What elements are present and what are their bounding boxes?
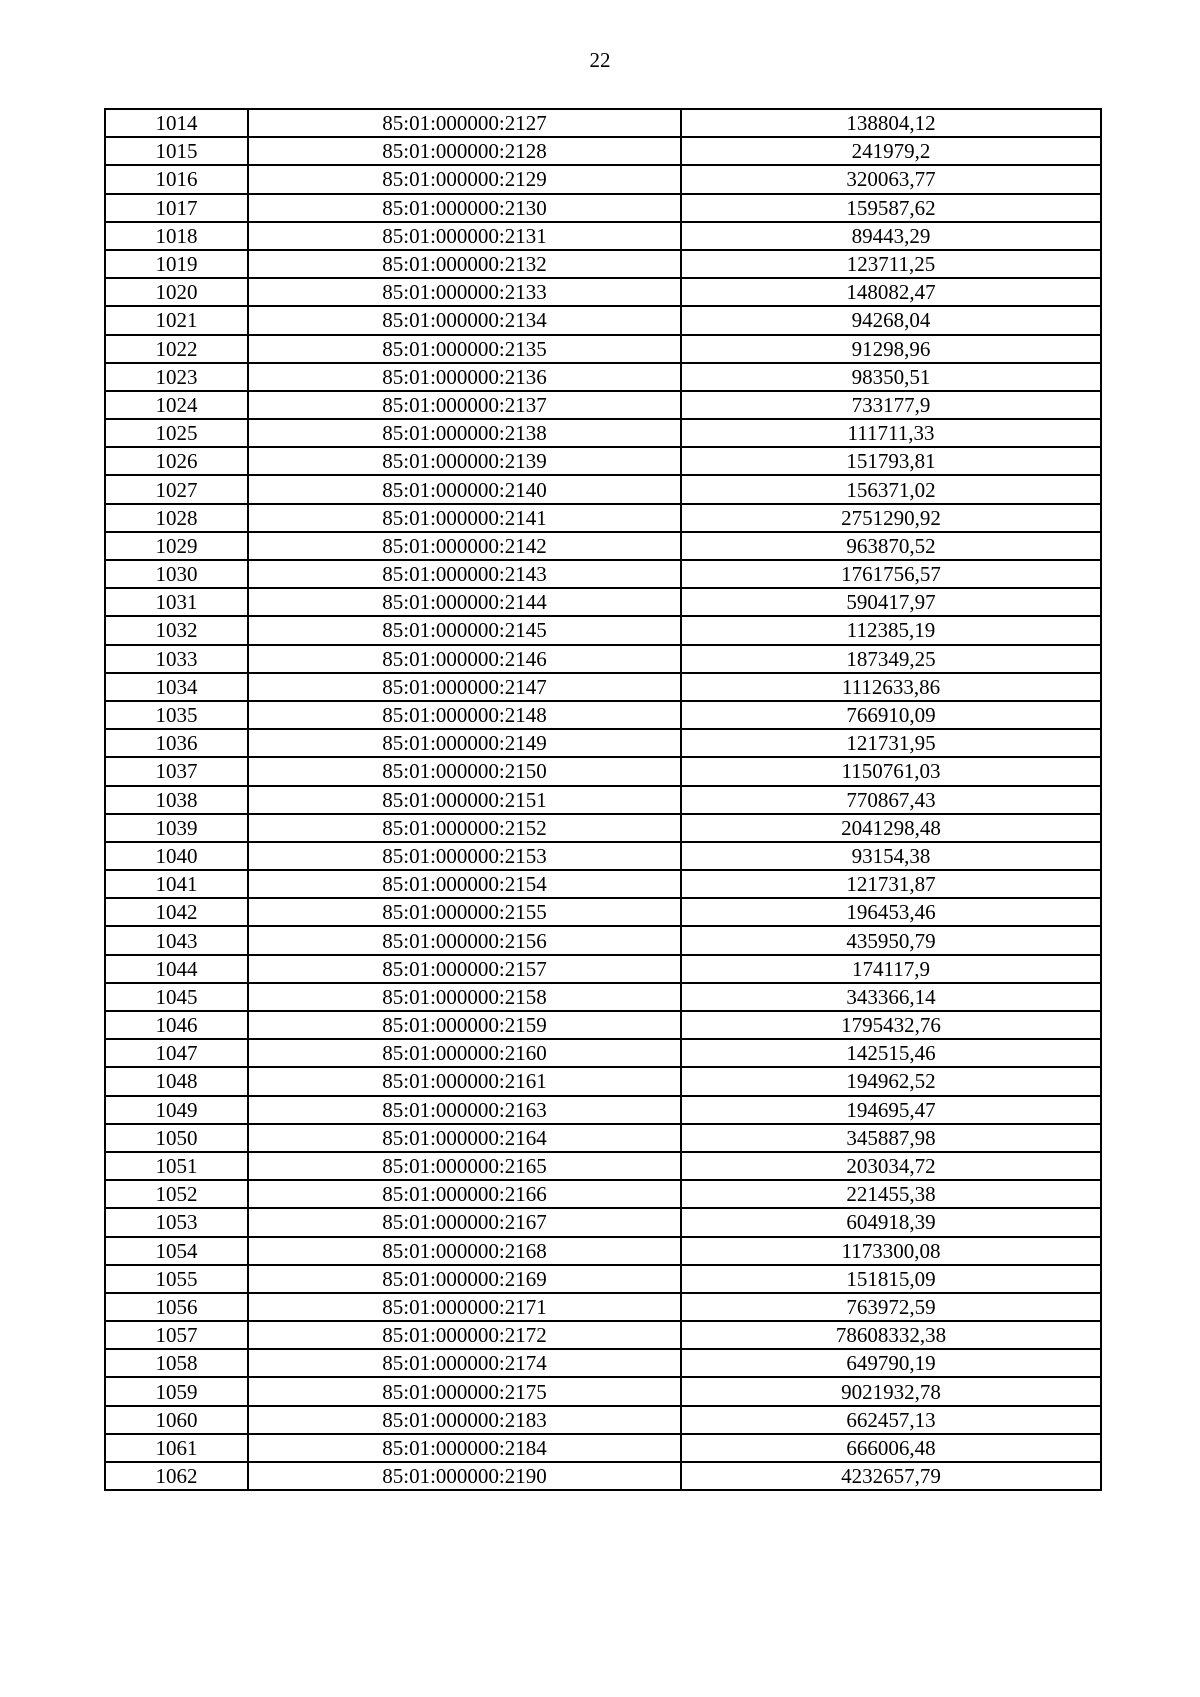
- value-cell: 733177,9: [681, 391, 1101, 419]
- table-row: [105, 560, 1101, 588]
- value-cell: 1795432,76: [681, 1011, 1101, 1039]
- cadastral-number-cell: 85:01:000000:2145: [248, 616, 681, 644]
- value-cell: 1173300,08: [681, 1237, 1101, 1265]
- row-number-cell: 1041: [105, 870, 248, 898]
- cadastral-number-cell: 85:01:000000:2154: [248, 870, 681, 898]
- row-number-cell: 1038: [105, 786, 248, 814]
- row-number-cell: 1039: [105, 814, 248, 842]
- value-cell: 1150761,03: [681, 757, 1101, 785]
- table-row: [105, 1462, 1101, 1490]
- cadastral-number-cell: 85:01:000000:2172: [248, 1321, 681, 1349]
- table-row: [105, 955, 1101, 983]
- table-row: [105, 1011, 1101, 1039]
- row-number-cell: 1054: [105, 1237, 248, 1265]
- row-number-cell: 1060: [105, 1406, 248, 1434]
- value-cell: 343366,14: [681, 983, 1101, 1011]
- row-number-cell: 1025: [105, 419, 248, 447]
- value-cell: 138804,12: [681, 109, 1101, 137]
- cadastral-number-cell: 85:01:000000:2157: [248, 955, 681, 983]
- table-row: [105, 814, 1101, 842]
- table-row: [105, 504, 1101, 532]
- cadastral-number-cell: 85:01:000000:2159: [248, 1011, 681, 1039]
- table-row: [105, 842, 1101, 870]
- cadastral-number-cell: 85:01:000000:2131: [248, 222, 681, 250]
- value-cell: 91298,96: [681, 335, 1101, 363]
- data-table: [104, 108, 1102, 1491]
- cadastral-number-cell: 85:01:000000:2152: [248, 814, 681, 842]
- table-row: [105, 1067, 1101, 1095]
- table-row: [105, 1208, 1101, 1236]
- value-cell: 94268,04: [681, 306, 1101, 334]
- row-number-cell: 1045: [105, 983, 248, 1011]
- table-row: [105, 616, 1101, 644]
- row-number-cell: 1027: [105, 475, 248, 503]
- cadastral-number-cell: 85:01:000000:2166: [248, 1180, 681, 1208]
- row-number-cell: 1057: [105, 1321, 248, 1349]
- row-number-cell: 1026: [105, 447, 248, 475]
- cadastral-number-cell: 85:01:000000:2138: [248, 419, 681, 447]
- table-row: [105, 1039, 1101, 1067]
- value-cell: 1761756,57: [681, 560, 1101, 588]
- value-cell: 148082,47: [681, 278, 1101, 306]
- value-cell: 1112633,86: [681, 673, 1101, 701]
- table-row: [105, 391, 1101, 419]
- cadastral-number-cell: 85:01:000000:2130: [248, 194, 681, 222]
- row-number-cell: 1037: [105, 757, 248, 785]
- value-cell: 4232657,79: [681, 1462, 1101, 1490]
- value-cell: 203034,72: [681, 1152, 1101, 1180]
- table-row: [105, 1180, 1101, 1208]
- row-number-cell: 1023: [105, 363, 248, 391]
- value-cell: 662457,13: [681, 1406, 1101, 1434]
- row-number-cell: 1014: [105, 109, 248, 137]
- cadastral-number-cell: 85:01:000000:2134: [248, 306, 681, 334]
- cadastral-number-cell: 85:01:000000:2158: [248, 983, 681, 1011]
- value-cell: 174117,9: [681, 955, 1101, 983]
- table-row: [105, 1349, 1101, 1377]
- cadastral-number-cell: 85:01:000000:2148: [248, 701, 681, 729]
- table-row: [105, 1265, 1101, 1293]
- cadastral-number-cell: 85:01:000000:2161: [248, 1067, 681, 1095]
- value-cell: 142515,46: [681, 1039, 1101, 1067]
- cadastral-number-cell: 85:01:000000:2137: [248, 391, 681, 419]
- row-number-cell: 1052: [105, 1180, 248, 1208]
- row-number-cell: 1062: [105, 1462, 248, 1490]
- value-cell: 649790,19: [681, 1349, 1101, 1377]
- table-row: [105, 701, 1101, 729]
- cadastral-number-cell: 85:01:000000:2190: [248, 1462, 681, 1490]
- row-number-cell: 1043: [105, 926, 248, 954]
- row-number-cell: 1015: [105, 137, 248, 165]
- table-row: [105, 588, 1101, 616]
- table-row: [105, 194, 1101, 222]
- page-number: 22: [589, 48, 611, 72]
- row-number-cell: 1056: [105, 1293, 248, 1321]
- value-cell: 435950,79: [681, 926, 1101, 954]
- row-number-cell: 1053: [105, 1208, 248, 1236]
- cadastral-number-cell: 85:01:000000:2135: [248, 335, 681, 363]
- value-cell: 111711,33: [681, 419, 1101, 447]
- cadastral-number-cell: 85:01:000000:2184: [248, 1434, 681, 1462]
- cadastral-number-cell: 85:01:000000:2164: [248, 1124, 681, 1152]
- value-cell: 93154,38: [681, 842, 1101, 870]
- table-row: [105, 673, 1101, 701]
- value-cell: 89443,29: [681, 222, 1101, 250]
- row-number-cell: 1030: [105, 560, 248, 588]
- cadastral-number-cell: 85:01:000000:2141: [248, 504, 681, 532]
- row-number-cell: 1031: [105, 588, 248, 616]
- row-number-cell: 1016: [105, 165, 248, 193]
- cadastral-number-cell: 85:01:000000:2132: [248, 250, 681, 278]
- row-number-cell: 1017: [105, 194, 248, 222]
- value-cell: 221455,38: [681, 1180, 1101, 1208]
- cadastral-number-cell: 85:01:000000:2175: [248, 1377, 681, 1405]
- cadastral-number-cell: 85:01:000000:2128: [248, 137, 681, 165]
- cadastral-number-cell: 85:01:000000:2171: [248, 1293, 681, 1321]
- row-number-cell: 1059: [105, 1377, 248, 1405]
- row-number-cell: 1018: [105, 222, 248, 250]
- table-body: [105, 109, 1101, 1490]
- row-number-cell: 1021: [105, 306, 248, 334]
- row-number-cell: 1055: [105, 1265, 248, 1293]
- cadastral-number-cell: 85:01:000000:2144: [248, 588, 681, 616]
- value-cell: 9021932,78: [681, 1377, 1101, 1405]
- row-number-cell: 1034: [105, 673, 248, 701]
- table-row: [105, 1124, 1101, 1152]
- table-row: [105, 165, 1101, 193]
- value-cell: 78608332,38: [681, 1321, 1101, 1349]
- table-row: [105, 870, 1101, 898]
- row-number-cell: 1035: [105, 701, 248, 729]
- value-cell: 194962,52: [681, 1067, 1101, 1095]
- cadastral-number-cell: 85:01:000000:2169: [248, 1265, 681, 1293]
- table-row: [105, 1406, 1101, 1434]
- row-number-cell: 1024: [105, 391, 248, 419]
- cadastral-number-cell: 85:01:000000:2140: [248, 475, 681, 503]
- row-number-cell: 1051: [105, 1152, 248, 1180]
- row-number-cell: 1061: [105, 1434, 248, 1462]
- row-number-cell: 1046: [105, 1011, 248, 1039]
- table-row: [105, 898, 1101, 926]
- value-cell: 604918,39: [681, 1208, 1101, 1236]
- table-row: [105, 250, 1101, 278]
- cadastral-number-cell: 85:01:000000:2160: [248, 1039, 681, 1067]
- value-cell: 196453,46: [681, 898, 1101, 926]
- table-row: [105, 447, 1101, 475]
- table-row: [105, 363, 1101, 391]
- value-cell: 963870,52: [681, 532, 1101, 560]
- table-row: [105, 419, 1101, 447]
- table-row: [105, 475, 1101, 503]
- table-row: [105, 1377, 1101, 1405]
- table-row: [105, 1096, 1101, 1124]
- value-cell: 151793,81: [681, 447, 1101, 475]
- table-row: [105, 532, 1101, 560]
- value-cell: 194695,47: [681, 1096, 1101, 1124]
- cadastral-number-cell: 85:01:000000:2167: [248, 1208, 681, 1236]
- value-cell: 345887,98: [681, 1124, 1101, 1152]
- row-number-cell: 1044: [105, 955, 248, 983]
- row-number-cell: 1019: [105, 250, 248, 278]
- cadastral-number-cell: 85:01:000000:2153: [248, 842, 681, 870]
- table-row: [105, 757, 1101, 785]
- row-number-cell: 1047: [105, 1039, 248, 1067]
- table-row: [105, 1152, 1101, 1180]
- row-number-cell: 1032: [105, 616, 248, 644]
- value-cell: 2751290,92: [681, 504, 1101, 532]
- value-cell: 187349,25: [681, 645, 1101, 673]
- value-cell: 159587,62: [681, 194, 1101, 222]
- row-number-cell: 1033: [105, 645, 248, 673]
- cadastral-number-cell: 85:01:000000:2151: [248, 786, 681, 814]
- cadastral-number-cell: 85:01:000000:2165: [248, 1152, 681, 1180]
- table-row: [105, 983, 1101, 1011]
- cadastral-number-cell: 85:01:000000:2156: [248, 926, 681, 954]
- value-cell: 121731,95: [681, 729, 1101, 757]
- table-row: [105, 729, 1101, 757]
- cadastral-number-cell: 85:01:000000:2143: [248, 560, 681, 588]
- table-row: [105, 306, 1101, 334]
- table-row: [105, 645, 1101, 673]
- row-number-cell: 1036: [105, 729, 248, 757]
- cadastral-number-cell: 85:01:000000:2147: [248, 673, 681, 701]
- cadastral-number-cell: 85:01:000000:2155: [248, 898, 681, 926]
- value-cell: 156371,02: [681, 475, 1101, 503]
- value-cell: 320063,77: [681, 165, 1101, 193]
- value-cell: 666006,48: [681, 1434, 1101, 1462]
- cadastral-number-cell: 85:01:000000:2174: [248, 1349, 681, 1377]
- row-number-cell: 1028: [105, 504, 248, 532]
- row-number-cell: 1048: [105, 1067, 248, 1095]
- value-cell: 112385,19: [681, 616, 1101, 644]
- table-row: [105, 278, 1101, 306]
- row-number-cell: 1049: [105, 1096, 248, 1124]
- table-row: [105, 786, 1101, 814]
- value-cell: 766910,09: [681, 701, 1101, 729]
- row-number-cell: 1042: [105, 898, 248, 926]
- value-cell: 763972,59: [681, 1293, 1101, 1321]
- cadastral-number-cell: 85:01:000000:2133: [248, 278, 681, 306]
- table-row: [105, 926, 1101, 954]
- row-number-cell: 1029: [105, 532, 248, 560]
- table-row: [105, 1293, 1101, 1321]
- cadastral-number-cell: 85:01:000000:2142: [248, 532, 681, 560]
- table-row: [105, 137, 1101, 165]
- cadastral-number-cell: 85:01:000000:2149: [248, 729, 681, 757]
- table-row: [105, 1321, 1101, 1349]
- cadastral-number-cell: 85:01:000000:2150: [248, 757, 681, 785]
- cadastral-number-cell: 85:01:000000:2163: [248, 1096, 681, 1124]
- table-row: [105, 1237, 1101, 1265]
- value-cell: 98350,51: [681, 363, 1101, 391]
- table-row: [105, 1434, 1101, 1462]
- value-cell: 151815,09: [681, 1265, 1101, 1293]
- cadastral-number-cell: 85:01:000000:2136: [248, 363, 681, 391]
- row-number-cell: 1040: [105, 842, 248, 870]
- value-cell: 590417,97: [681, 588, 1101, 616]
- table-row: [105, 335, 1101, 363]
- cadastral-number-cell: 85:01:000000:2127: [248, 109, 681, 137]
- row-number-cell: 1058: [105, 1349, 248, 1377]
- value-cell: 770867,43: [681, 786, 1101, 814]
- row-number-cell: 1022: [105, 335, 248, 363]
- cadastral-number-cell: 85:01:000000:2183: [248, 1406, 681, 1434]
- row-number-cell: 1020: [105, 278, 248, 306]
- value-cell: 2041298,48: [681, 814, 1101, 842]
- table-row: [105, 222, 1101, 250]
- cadastral-number-cell: 85:01:000000:2168: [248, 1237, 681, 1265]
- value-cell: 123711,25: [681, 250, 1101, 278]
- row-number-cell: 1050: [105, 1124, 248, 1152]
- cadastral-number-cell: 85:01:000000:2139: [248, 447, 681, 475]
- cadastral-number-cell: 85:01:000000:2146: [248, 645, 681, 673]
- value-cell: 121731,87: [681, 870, 1101, 898]
- value-cell: 241979,2: [681, 137, 1101, 165]
- table-row: [105, 109, 1101, 137]
- cadastral-number-cell: 85:01:000000:2129: [248, 165, 681, 193]
